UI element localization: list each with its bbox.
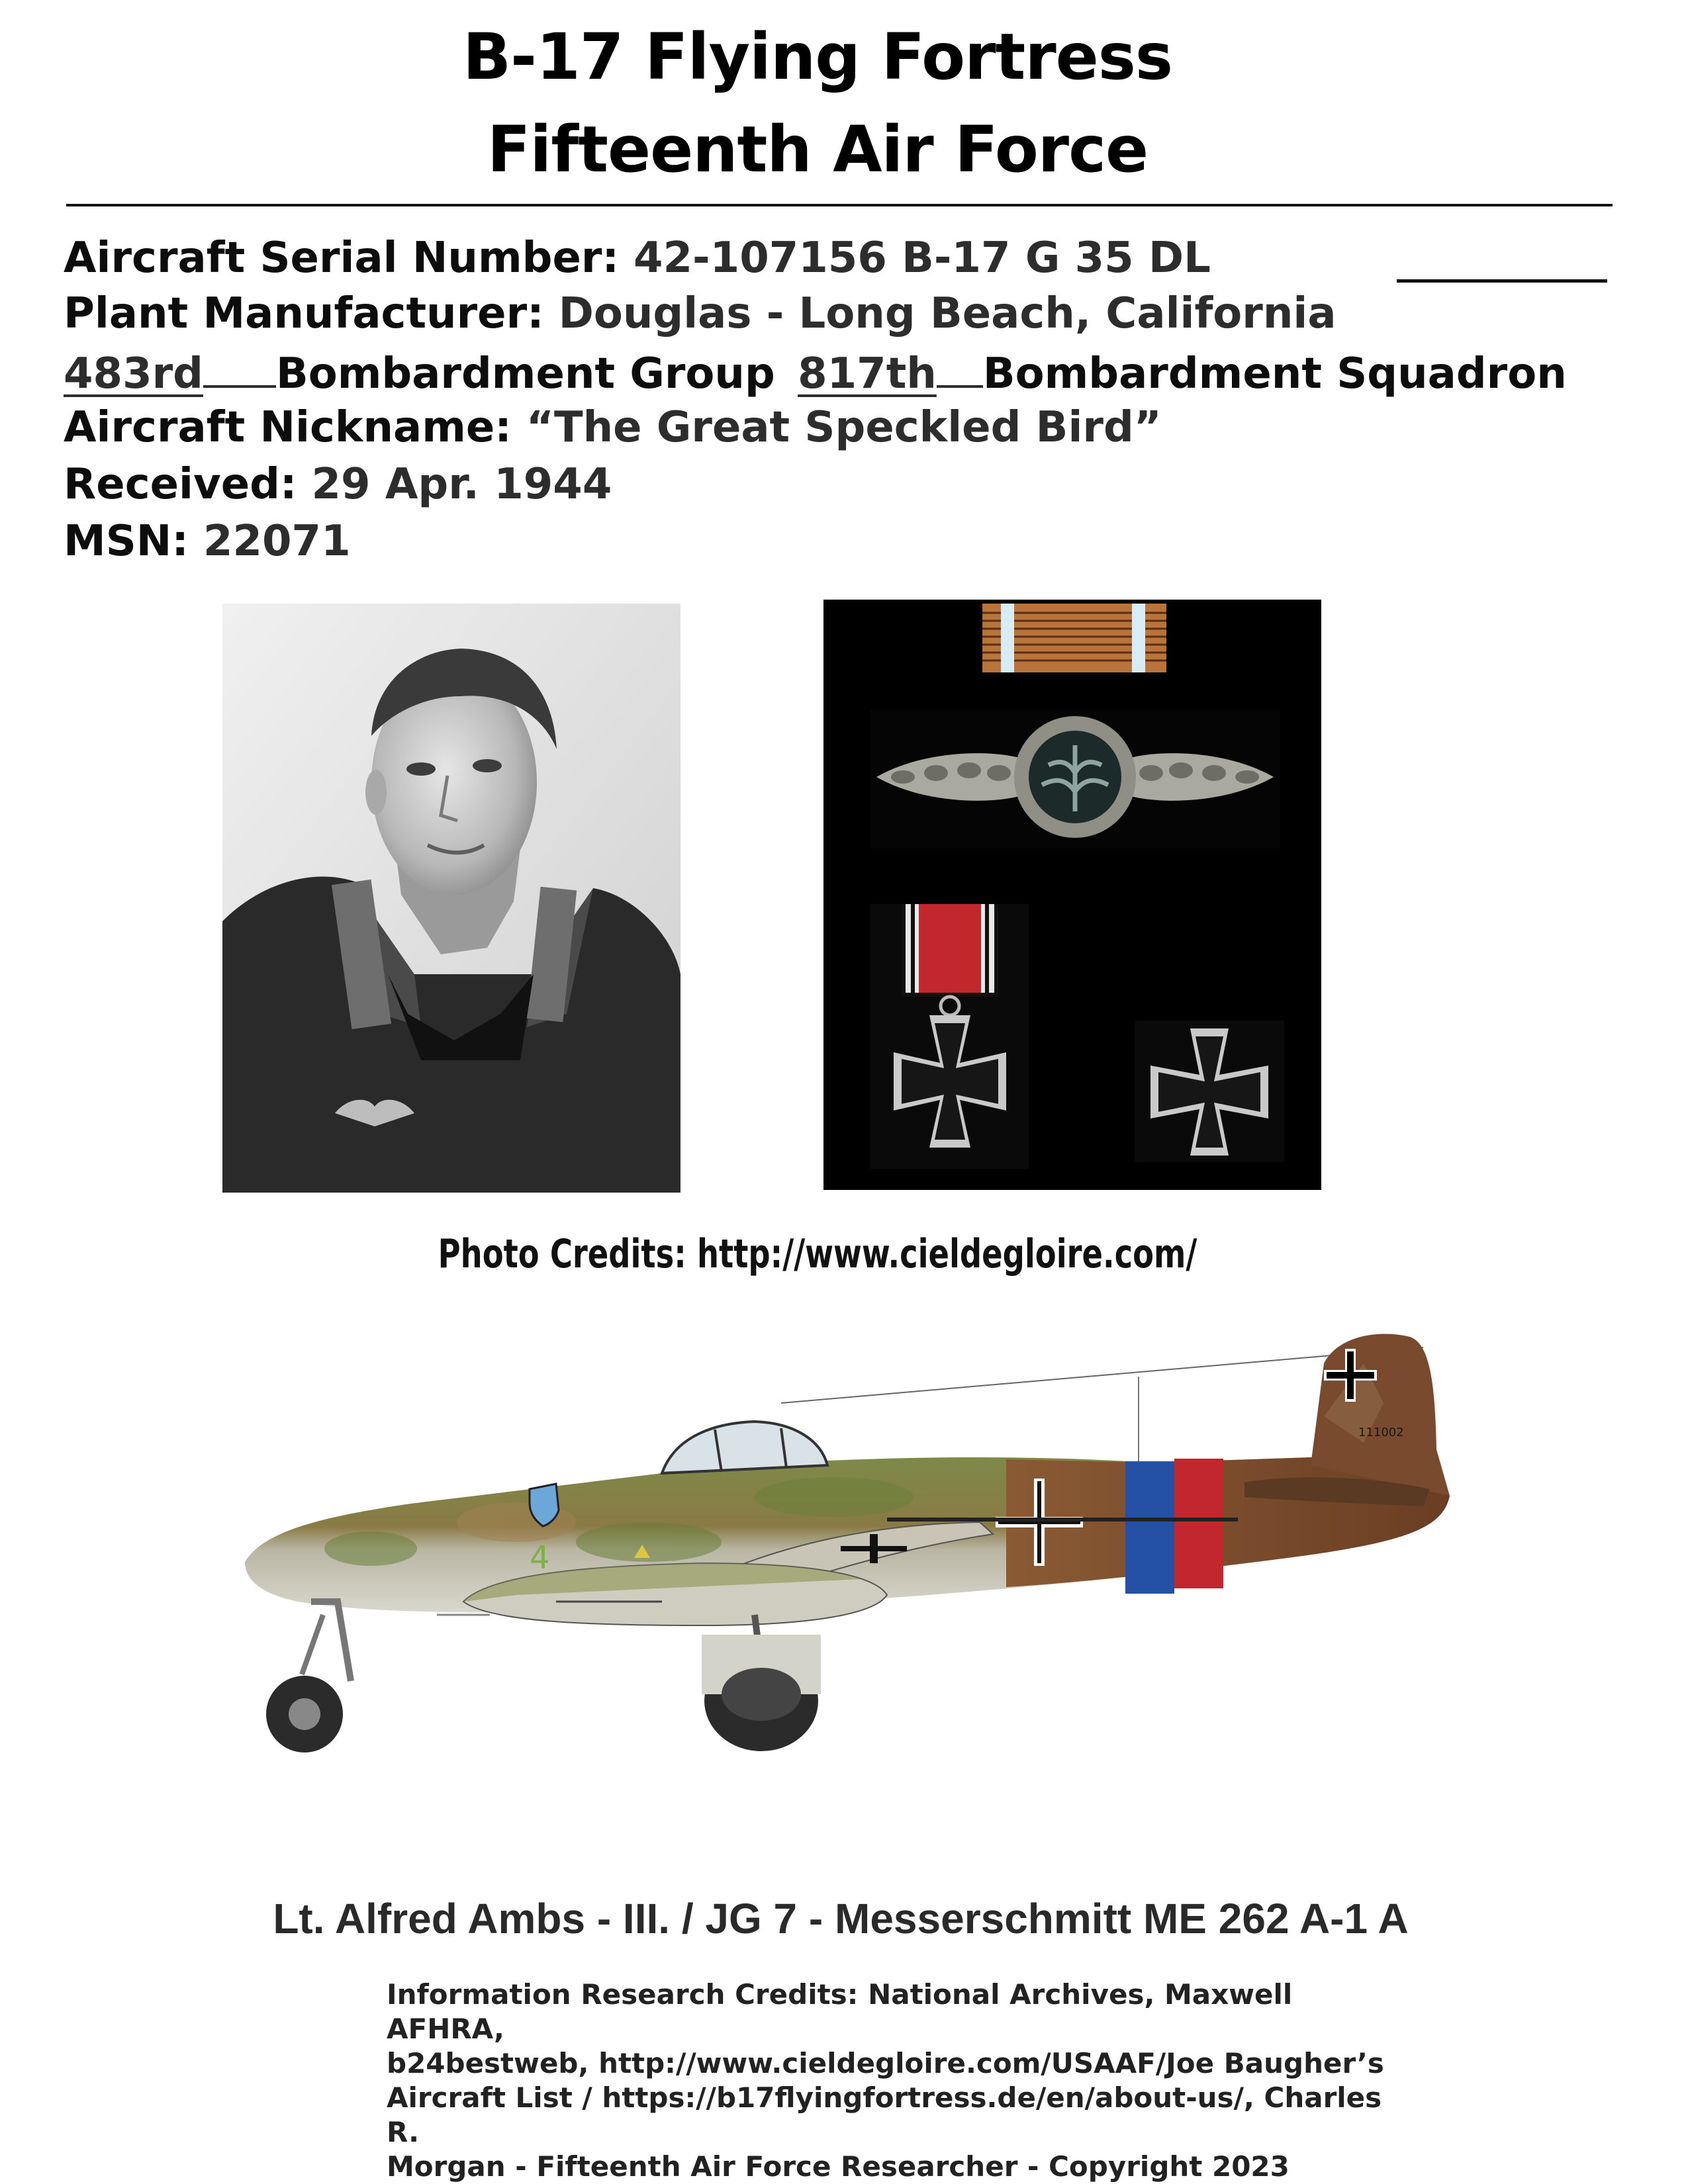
iron-cross-first-class: [1135, 1021, 1284, 1162]
title-divider: [66, 204, 1613, 206]
pilot-portrait-photo: [222, 604, 680, 1193]
received-value: 29 Apr. 1944: [311, 460, 612, 509]
received-label: Received:: [64, 460, 297, 509]
manufacturer-row: [64, 289, 1336, 338]
tail-number: 111002: [1358, 1426, 1404, 1439]
fuselage-band-red: [1174, 1459, 1223, 1588]
medals-photo: [823, 600, 1321, 1190]
squadron-number: 817th: [798, 349, 937, 398]
group-underline: [203, 349, 276, 388]
research-credits-line: b24bestweb, http://www.cieldegloire.com/USAAF/Joe Baugher’s: [387, 2047, 1384, 2079]
msn-row: [64, 517, 351, 566]
manufacturer-value: Douglas - Long Beach, California: [558, 289, 1336, 338]
ribbon-bar: [982, 604, 1166, 672]
research-credits-line: Aircraft List / https://b17flyingfortress.de/en/about-us/, Charles R.: [387, 2081, 1382, 2148]
serial-number-label: Aircraft Serial Number:: [64, 234, 620, 283]
page-title: B-17 Flying Fortress: [462, 20, 1173, 94]
fuselage-band-blue: [1125, 1461, 1174, 1594]
front-flying-clasp: [870, 709, 1280, 848]
pilot-caption: Lt. Alfred Ambs - III. / JG 7 - Messerschmitt ME 262 A-1 A: [273, 1895, 1409, 1942]
squadron-label: Bombardment Squadron: [982, 349, 1567, 398]
msn-value: 22071: [203, 517, 351, 566]
group-label: Bombardment Group: [275, 349, 775, 398]
me262-profile-illustration: [238, 1324, 1467, 1800]
group-number: 483rd: [64, 349, 203, 398]
research-credits-line: Morgan - Fifteenth Air Force Researcher - Copyright 2023: [387, 2150, 1289, 2183]
manufacturer-label: Plant Manufacturer:: [64, 289, 544, 338]
nickname-label: Aircraft Nickname:: [64, 403, 512, 452]
received-row: [64, 460, 612, 509]
msn-label: MSN:: [64, 517, 189, 566]
serial-number-row: [64, 234, 1211, 283]
fuselage-number: 4: [530, 1539, 550, 1576]
nickname-value: “The Great Speckled Bird”: [526, 403, 1162, 452]
photo-credits: Photo Credits: http://www.cieldegloire.com/: [438, 1231, 1197, 1277]
serial-blank-line: [1397, 279, 1607, 283]
iron-cross-second-class: [870, 904, 1029, 1169]
nickname-row: [64, 403, 1162, 452]
page-subtitle: Fifteenth Air Force: [487, 113, 1149, 187]
research-credits: [387, 1978, 1393, 2184]
research-credits-line: Information Research Credits: National Archives, Maxwell AFHRA,: [387, 1978, 1293, 2045]
squadron-underline: [937, 349, 983, 388]
serial-number-value: 42-107156 B-17 G 35 DL: [633, 234, 1211, 283]
unit-row: [64, 349, 1567, 398]
